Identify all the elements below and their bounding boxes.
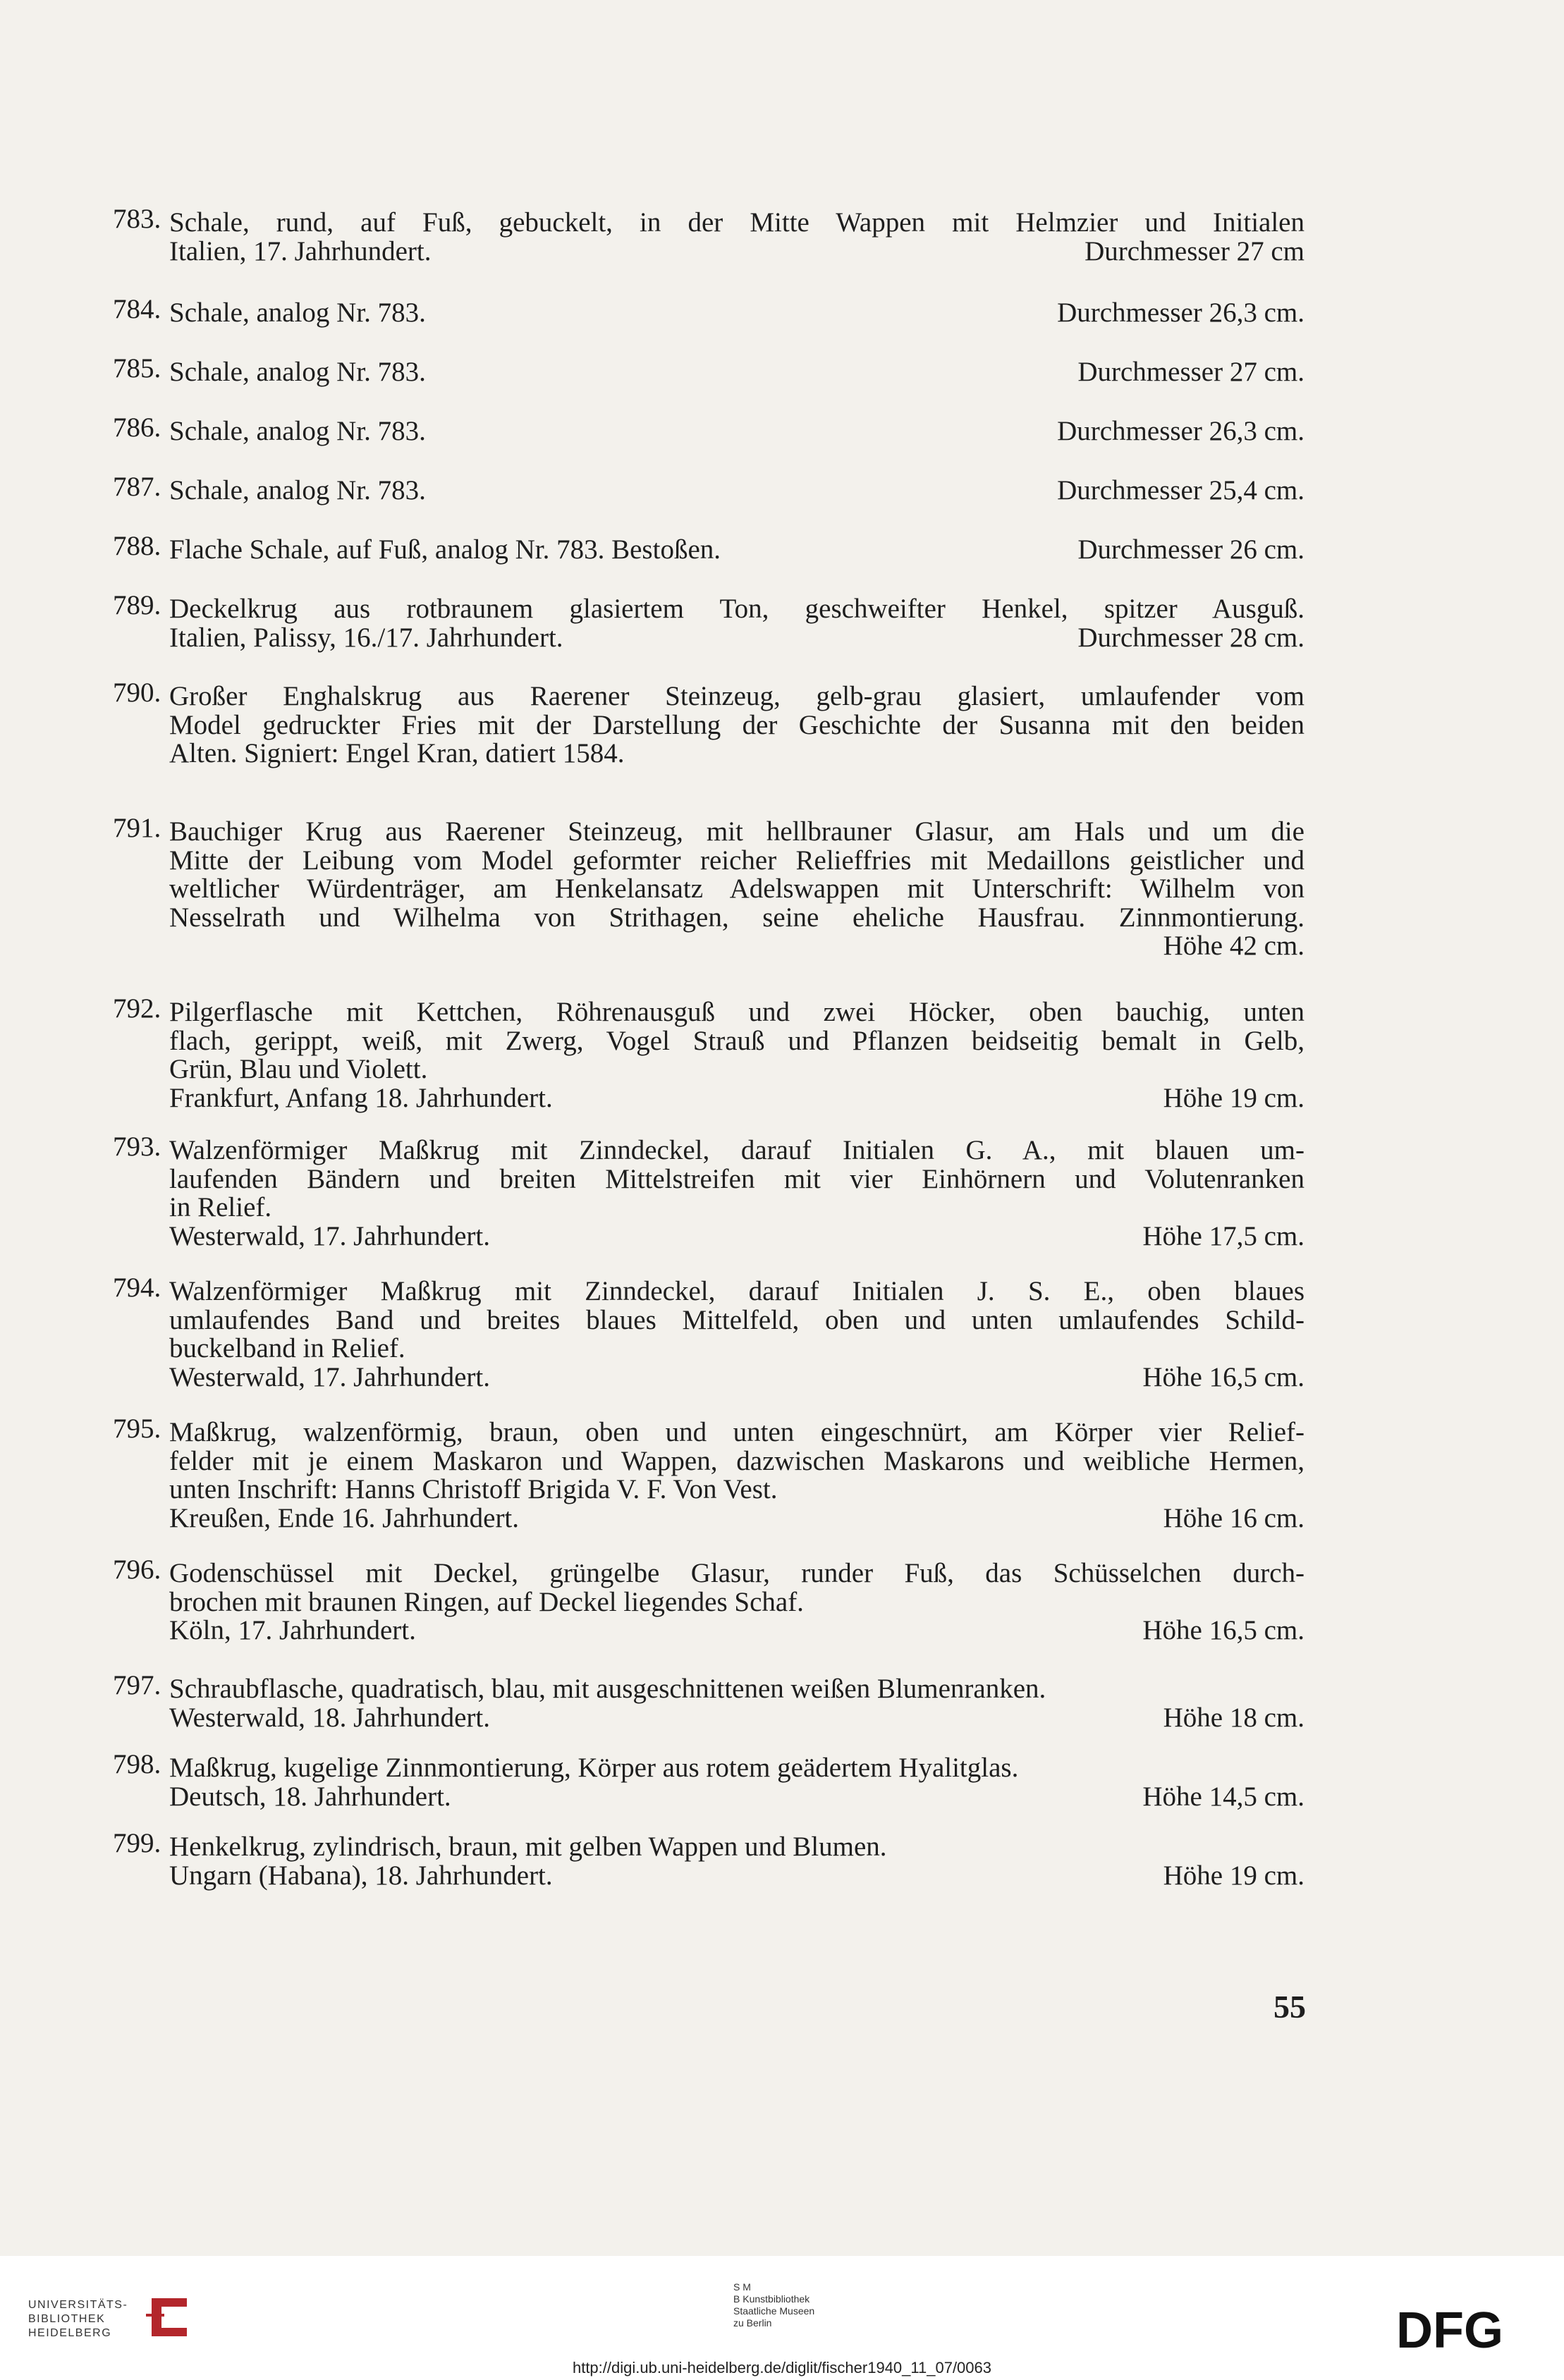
- entry-measurement: Durchmesser 26,3 cm.: [1057, 298, 1305, 328]
- entry-line: [169, 358, 1305, 387]
- entry-measurement: Durchmesser 27 cm: [1085, 235, 1305, 266]
- entry-measurement: Höhe 18 cm.: [1163, 1702, 1305, 1733]
- entry-line: [169, 740, 1305, 768]
- entry-text: Bauchiger Krug aus Raerener Steinzeug, mit hellbrauner Glasur, am Hals und um die: [169, 816, 1305, 847]
- catalog-entry: [113, 472, 1305, 505]
- entry-line: [169, 1704, 1305, 1733]
- entry-line: [169, 595, 1305, 624]
- entry-line: [169, 417, 1305, 446]
- entry-text: Köln, 17. Jahrhundert.: [169, 1615, 416, 1645]
- catalog-entry: [113, 1413, 1305, 1533]
- entry-text: Grün, Blau und Violett.: [169, 1054, 428, 1084]
- entry-line: [169, 1027, 1305, 1056]
- entry-line: [169, 299, 1305, 328]
- entry-text: brochen mit braunen Ringen, auf Deckel liegendes Schaf.: [169, 1586, 804, 1617]
- entry-line: [169, 1559, 1305, 1588]
- entry-text: Walzenförmiger Maßkrug mit Zinndeckel, darauf Initialen J. S. E., oben blaues: [169, 1276, 1305, 1306]
- catalog-entry: [113, 204, 1305, 266]
- entry-text: Deckelkrug aus rotbraunem glasiertem Ton, geschweifter Henkel, spitzer Ausguß.: [169, 594, 1305, 624]
- entry-text: buckelband in Relief.: [169, 1333, 405, 1363]
- entry-text: Maßkrug, walzenförmig, braun, oben und unten eingeschnürt, am Körper vier Relief-: [169, 1417, 1305, 1447]
- entry-text: Alten. Signiert: Engel Kran, datiert 1584.: [169, 738, 625, 768]
- entry-text: Frankfurt, Anfang 18. Jahrhundert.: [169, 1082, 553, 1113]
- entry-number: 789.: [113, 590, 161, 620]
- catalog-entry: [113, 677, 1305, 768]
- entry-line: [169, 624, 1305, 653]
- entry-line: [169, 1306, 1305, 1335]
- university-logo-icon[interactable]: [145, 2293, 194, 2342]
- entry-text: umlaufendes Band und breites blaues Mittelfeld, oben und unten umlaufendes Schild-: [169, 1304, 1305, 1335]
- entry-line: [169, 209, 1305, 238]
- entry-text: in Relief.: [169, 1192, 272, 1222]
- entry-measurement: Höhe 19 cm.: [1163, 1082, 1305, 1113]
- entry-measurement: Höhe 42 cm.: [1163, 931, 1305, 961]
- entry-line: [169, 1418, 1305, 1447]
- entry-text: Westerwald, 18. Jahrhundert.: [169, 1702, 490, 1733]
- entry-measurement: Höhe 16,5 cm.: [1142, 1615, 1305, 1645]
- credit-line-3: Staatliche Museen: [733, 2305, 815, 2317]
- entry-line: [169, 1833, 1305, 1862]
- entry-text: Schale, analog Nr. 783.: [169, 416, 426, 446]
- entry-line: [169, 932, 1305, 961]
- entry-line: [169, 1194, 1305, 1222]
- credit-line-2: B Kunstbibliothek: [733, 2293, 810, 2305]
- entry-number: 795.: [113, 1413, 161, 1444]
- entry-line: [169, 1754, 1305, 1783]
- entry-measurement: Höhe 16 cm.: [1163, 1502, 1305, 1533]
- entry-text: Walzenförmiger Maßkrug mit Zinndeckel, darauf Initialen G. A., mit blauen um-: [169, 1135, 1305, 1165]
- entry-text: Nesselrath und Wilhelma von Strithagen, seine eheliche Hausfrau. Zinnmontierung.: [169, 902, 1305, 933]
- entry-line: [169, 1055, 1305, 1084]
- catalog-entry: [113, 590, 1305, 653]
- dfg-logo-text: DFG: [1396, 2307, 1503, 2352]
- entry-text: Henkelkrug, zylindrisch, braun, mit gelben Wappen und Blumen.: [169, 1832, 887, 1862]
- entry-text: Model gedruckter Fries mit der Darstellung der Geschichte der Susanna mit den beiden: [169, 709, 1305, 740]
- entry-text: Maßkrug, kugelige Zinnmontierung, Körper aus rotem geädertem Hyalitglas.: [169, 1753, 1019, 1783]
- entry-text: Schraubflasche, quadratisch, blau, mit ausgeschnittenen weißen Blumenranken.: [169, 1674, 1046, 1704]
- entry-measurement: Durchmesser 28 cm.: [1077, 622, 1305, 653]
- entry-text: laufenden Bändern und breiten Mittelstreifen mit vier Einhörnern und Volutenranken: [169, 1163, 1305, 1194]
- entry-line: [169, 235, 1305, 266]
- entry-number: 792.: [113, 993, 161, 1024]
- entry-line: [169, 1136, 1305, 1165]
- entry-text: Großer Enghalskrug aus Raerener Steinzeug, gelb-grau glasiert, umlaufender vom: [169, 681, 1305, 711]
- entry-line: [169, 818, 1305, 847]
- entry-line: [169, 1675, 1305, 1704]
- entry-text: Italien, Palissy, 16./17. Jahrhundert.: [169, 622, 563, 653]
- source-url[interactable]: http://digi.ub.uni-heidelberg.de/diglit/fischer1940_11_07/0063: [572, 2359, 992, 2376]
- entry-text: Ungarn (Habana), 18. Jahrhundert.: [169, 1860, 553, 1891]
- entry-number: 797.: [113, 1670, 161, 1700]
- university-library-name[interactable]: [28, 2298, 128, 2341]
- entry-line: [169, 847, 1305, 876]
- entry-text: Pilgerflasche mit Kettchen, Röhrenausguß und zwei Höcker, oben bauchig, unten: [169, 997, 1305, 1027]
- entry-measurement: Höhe 16,5 cm.: [1142, 1361, 1305, 1392]
- entry-line: [169, 1277, 1305, 1306]
- catalog-entry: [113, 294, 1305, 328]
- entry-measurement: Durchmesser 26,3 cm.: [1057, 416, 1305, 446]
- entry-text: Schale, rund, auf Fuß, gebuckelt, in der Mitte Wappen mit Helmzier und Initialen: [169, 207, 1305, 238]
- entry-number: 785.: [113, 353, 161, 384]
- entry-line: [169, 998, 1305, 1027]
- entry-line: [169, 1335, 1305, 1363]
- page-number: 55: [1273, 1989, 1306, 2025]
- entry-number: 786.: [113, 412, 161, 443]
- entry-number: 798.: [113, 1749, 161, 1779]
- entry-text: Westerwald, 17. Jahrhundert.: [169, 1361, 490, 1392]
- catalog-entry: [113, 353, 1305, 387]
- entry-text: Italien, 17. Jahrhundert.: [169, 235, 432, 266]
- entry-text: Schale, analog Nr. 783.: [169, 357, 426, 387]
- entry-text: Deutsch, 18. Jahrhundert.: [169, 1781, 451, 1812]
- entry-number: 796.: [113, 1554, 161, 1585]
- credit-line-4: zu Berlin: [733, 2317, 772, 2329]
- entry-line: [169, 1783, 1305, 1812]
- entry-text: Flache Schale, auf Fuß, analog Nr. 783. Bestoßen.: [169, 534, 721, 565]
- catalog-entry: [113, 1828, 1305, 1891]
- entry-text: flach, gerippt, weiß, mit Zwerg, Vogel Strauß und Pflanzen beidseitig bemalt in Gelb,: [169, 1025, 1305, 1056]
- entry-line: [169, 1165, 1305, 1194]
- entry-line: [169, 904, 1305, 933]
- dfg-logo-icon[interactable]: [1396, 2307, 1523, 2352]
- entry-line: [169, 1084, 1305, 1113]
- entry-measurement: Höhe 17,5 cm.: [1142, 1220, 1305, 1251]
- catalog-entry: [113, 1554, 1305, 1645]
- entry-number: 788.: [113, 531, 161, 561]
- entry-measurement: Durchmesser 26 cm.: [1077, 534, 1305, 565]
- catalog-entry: [113, 1749, 1305, 1812]
- catalog-entry: [113, 993, 1305, 1113]
- entry-line: [169, 1588, 1305, 1617]
- entry-text: Schale, analog Nr. 783.: [169, 298, 426, 328]
- entry-line: [169, 711, 1305, 740]
- entry-line: [169, 1447, 1305, 1476]
- entry-number: 794.: [113, 1272, 161, 1303]
- entry-text: Kreußen, Ende 16. Jahrhundert.: [169, 1502, 520, 1533]
- catalog-entry: [113, 1131, 1305, 1251]
- entry-number: 793.: [113, 1131, 161, 1162]
- entry-text: Godenschüssel mit Deckel, grüngelbe Glasur, runder Fuß, das Schüsselchen durch-: [169, 1558, 1305, 1588]
- entry-measurement: Durchmesser 27 cm.: [1077, 357, 1305, 387]
- entry-line: [169, 477, 1305, 505]
- catalog-entry: [113, 412, 1305, 446]
- entry-text: felder mit je einem Maskaron und Wappen, dazwischen Maskarons und weibliche Hermen,: [169, 1445, 1305, 1476]
- university-line-1: UNIVERSITÄTS-: [28, 2299, 128, 2311]
- entry-measurement: Höhe 19 cm.: [1163, 1860, 1305, 1891]
- entry-number: 799.: [113, 1828, 161, 1858]
- entry-measurement: Durchmesser 25,4 cm.: [1057, 475, 1305, 505]
- entry-line: [169, 1363, 1305, 1392]
- footer-bar: [0, 2256, 1564, 2380]
- catalog-entry: [113, 1272, 1305, 1392]
- entry-text: unten Inschrift: Hanns Christoff Brigida V. F. Von Vest.: [169, 1474, 778, 1504]
- entry-line: [169, 1862, 1305, 1891]
- entry-text: Westerwald, 17. Jahrhundert.: [169, 1220, 490, 1251]
- catalog-entry: [113, 1670, 1305, 1733]
- kunstbibliothek-credit: [733, 2281, 814, 2329]
- entry-number: 784.: [113, 294, 161, 324]
- entry-number: 790.: [113, 677, 161, 708]
- entry-text: Mitte der Leibung vom Model geformter reicher Relieffries mit Medaillons geistlicher und: [169, 845, 1305, 876]
- entry-line: [169, 1476, 1305, 1504]
- entry-line: [169, 536, 1305, 565]
- entry-line: [169, 1617, 1305, 1645]
- entry-line: [169, 1504, 1305, 1533]
- university-line-2: BIBLIOTHEK: [28, 2313, 106, 2325]
- entry-measurement: Höhe 14,5 cm.: [1142, 1781, 1305, 1812]
- entry-line: [169, 875, 1305, 904]
- credit-line-1: S M: [733, 2281, 751, 2293]
- university-line-3: HEIDELBERG: [28, 2327, 112, 2339]
- entry-text: weltlicher Würdenträger, am Henkelansatz Adelswappen mit Unterschrift: Wilhelm von: [169, 873, 1305, 904]
- entry-line: [169, 1222, 1305, 1251]
- entry-line: [169, 682, 1305, 711]
- entry-number: 787.: [113, 472, 161, 502]
- catalog-entry: [113, 531, 1305, 565]
- entry-number: 783.: [113, 204, 161, 234]
- entry-text: Schale, analog Nr. 783.: [169, 475, 426, 505]
- catalog-entry: [113, 813, 1305, 961]
- entry-number: 791.: [113, 813, 161, 843]
